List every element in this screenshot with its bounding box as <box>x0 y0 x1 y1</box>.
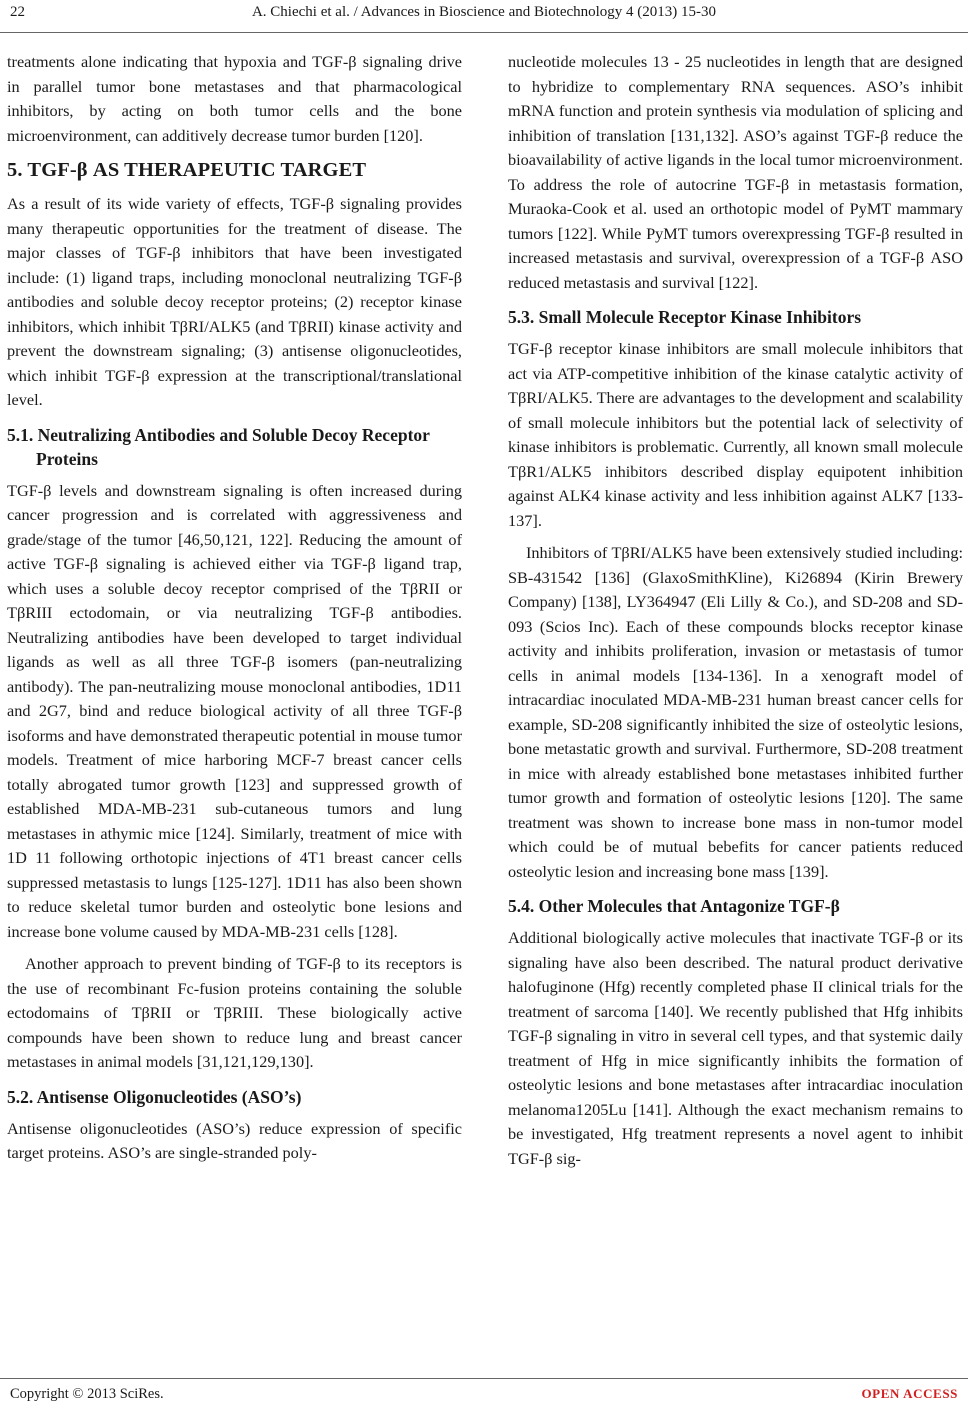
copyright-notice: Copyright © 2013 SciRes. <box>10 1386 164 1402</box>
right-column <box>508 50 963 1179</box>
running-title: A. Chiechi et al. / Advances in Bioscience and Biotechnology 4 (2013) 15-30 <box>251 4 717 20</box>
page-number: 22 <box>10 4 25 20</box>
paragraph-5-3-b: Inhibitors of TβRI/ALK5 have been extensively studied including: SB-431542 [136] (GlaxoSmithKline), Ki26894 (Kirin Brewery Company) [138], LY364947 (Eli Lilly & Co.), and SD-208 and SD-093 (Scios Inc). Each of these compounds blocks receptor kinase activity and inhibits proliferation, invasion or metastasis of tumor cells in animal models [134-136]. In a xenograft model of intracardiac inoculated MDA-MB-231 human breast cancer cells for example, SD-208 significantly inhibited the size of osteolytic lesions, bone metastatic growth and survival. Furthermore, SD-208 treatment in mice with already established bone metastases inhibited further tumor growth and formation of osteolytic lesions [120]. The same treatment was shown to increase bone mass in non-tumor model which could be of mutual bebefits for cancer patients reduced osteolytic lesion and increasing bone mass [139]. <box>508 543 963 881</box>
paragraph-5-4: Additional biologically active molecules that inactivate TGF-β or its signaling have also been described. The natural product derivative halofuginone (Hfg) recently completed phase II clinical trials for the treatment of sarcoma [140]. We recently published that Hfg inhibits TGF-β signaling in vitro in several cell types, and that systemic daily treatment of Hfg in mice significantly inhibits the formation of osteolytic lesions and bone metastases after intracardiac inoculation melanoma1205Lu [141]. Although the exact mechanism remains to be investigated, Hfg treatment represents a novel agent to inhibit TGF-β sig- <box>508 928 963 1168</box>
section-5-heading: 5. TGF-β AS THERAPEUTIC TARGET <box>7 159 367 181</box>
footer-rule <box>0 1378 968 1379</box>
paragraph-5-3-a: TGF-β receptor kinase inhibitors are small molecule inhibitors that act via ATP-competitive inhibition of the kinase catalytic activity of TβRI/ALK5. There are advantages to the development and scalability of small molecule inhibitors but the potential lack of selectivity of kinase inhibitors is problematic. Currently, all known small molecule TβR1/ALK5 inhibitors described display equipotent inhibition against ALK4 kinase activity and less inhibition against ALK7 [133-137]. <box>508 339 963 530</box>
subsection-5-4-heading: 5.4. Other Molecules that Antagonize TGF-β <box>508 896 840 916</box>
paragraph-section-5: As a result of its wide variety of effects, TGF-β signaling provides many therapeutic opportunities for the treatment of disease. The major classes of TGF-β inhibitors that have been investigated include: (1) ligand traps, including monoclonal neutralizing TGF-β antibodies and soluble decoy receptor proteins; (2) receptor kinase inhibitors, which inhibit TβRI/ALK5 (and TβRII) kinase activity and prevent the downstream signaling; (3) antisense oligonucleotides, which inhibit TGF-β expression at the transcriptional/translational level. <box>7 194 462 409</box>
subsection-5-1-heading: 5.1. Neutralizing Antibodies and Soluble Decoy Receptor Proteins <box>7 424 430 469</box>
paragraph-intro: treatments alone indicating that hypoxia and TGF-β signaling drive in parallel tumor bone metastases and that pharmacological inhibitors, by acting on both tumor cells and the bone microenvironment, can additively decrease tumor burden [120]. <box>7 52 462 145</box>
paragraph-5-1-b: Another approach to prevent binding of TGF-β to its receptors is the use of recombinant Fc-fusion proteins containing the soluble ectodomains of TβRII or TβRIII. These biologically active compounds have been shown to reduce lung and breast cancer metastases in animal models [31,121,129,130]. <box>7 954 462 1071</box>
open-access-label: OPEN ACCESS <box>861 1386 958 1401</box>
subsection-5-3-heading: 5.3. Small Molecule Receptor Kinase Inhibitors <box>508 307 862 327</box>
subsection-5-2-heading: 5.2. Antisense Oligonucleotides (ASO’s) <box>7 1086 302 1107</box>
left-column <box>7 50 462 1174</box>
header-rule <box>0 32 968 33</box>
paragraph-5-2-continued: nucleotide molecules 13 - 25 nucleotides in length that are designed to hybridize to complementary RNA sequences. ASO’s inhibit mRNA function and protein synthesis via modulation of splicing and inhibition of translation [131,132]. ASO’s against TGF-β reduce the bioavailability of active ligands in the local tumor microenvironment. To address the role of autocrine TGF-β in metastasis formation, Muraoka-Cook et al. used an orthotopic model of PyMT mammary tumors [122]. While PyMT tumors overexpressing TGF-β resulted in increased metastasis and survival, overexpression of a TGF-β ASO reduced metastasis and survival [122]. <box>508 52 963 292</box>
running-header <box>0 4 968 26</box>
paragraph-5-2: Antisense oligonucleotides (ASO’s) reduce expression of specific target proteins. ASO’s are single-stranded poly- <box>7 1118 462 1162</box>
paragraph-5-1-a: TGF-β levels and downstream signaling is often increased during cancer progression and is correlated with aggressiveness and grade/stage of the tumor [46,50,121, 122]. Reducing the amount of active TGF-β signaling is achieved either via TGF-β ligand trap, which uses a soluble decoy receptor comprised of the TβRII or TβRIII ectodomain, or via neutralizing TGF-β antibodies. Neutralizing antibodies have been developed to target individual ligands as well as all three TGF-β isomers (pan-neutralizing antibody). The pan-neutralizing mouse monoclonal antibodies, 1D11 and 2G7, bind and reduce biological activity of all three TGF-β isoforms and have demonstrated therapeutic potential in mouse tumor models. Treatment of mice harboring MCF-7 breast cancer cells totally abrogated tumor growth [123] and suppressed growth of established MDA-MB-231 sub-cutaneous tumors and lung metastases in athymic mice [124]. Similarly, treatment of mice with 1D 11 following orthotopic injections of 4T1 breast cancer cells suppressed metastasis to lungs [125-127]. 1D11 has also been shown to reduce skeletal tumor burden and osteolytic bone lesions and increase bone volume caused by MDA-MB-231 cells [128]. <box>7 480 462 941</box>
